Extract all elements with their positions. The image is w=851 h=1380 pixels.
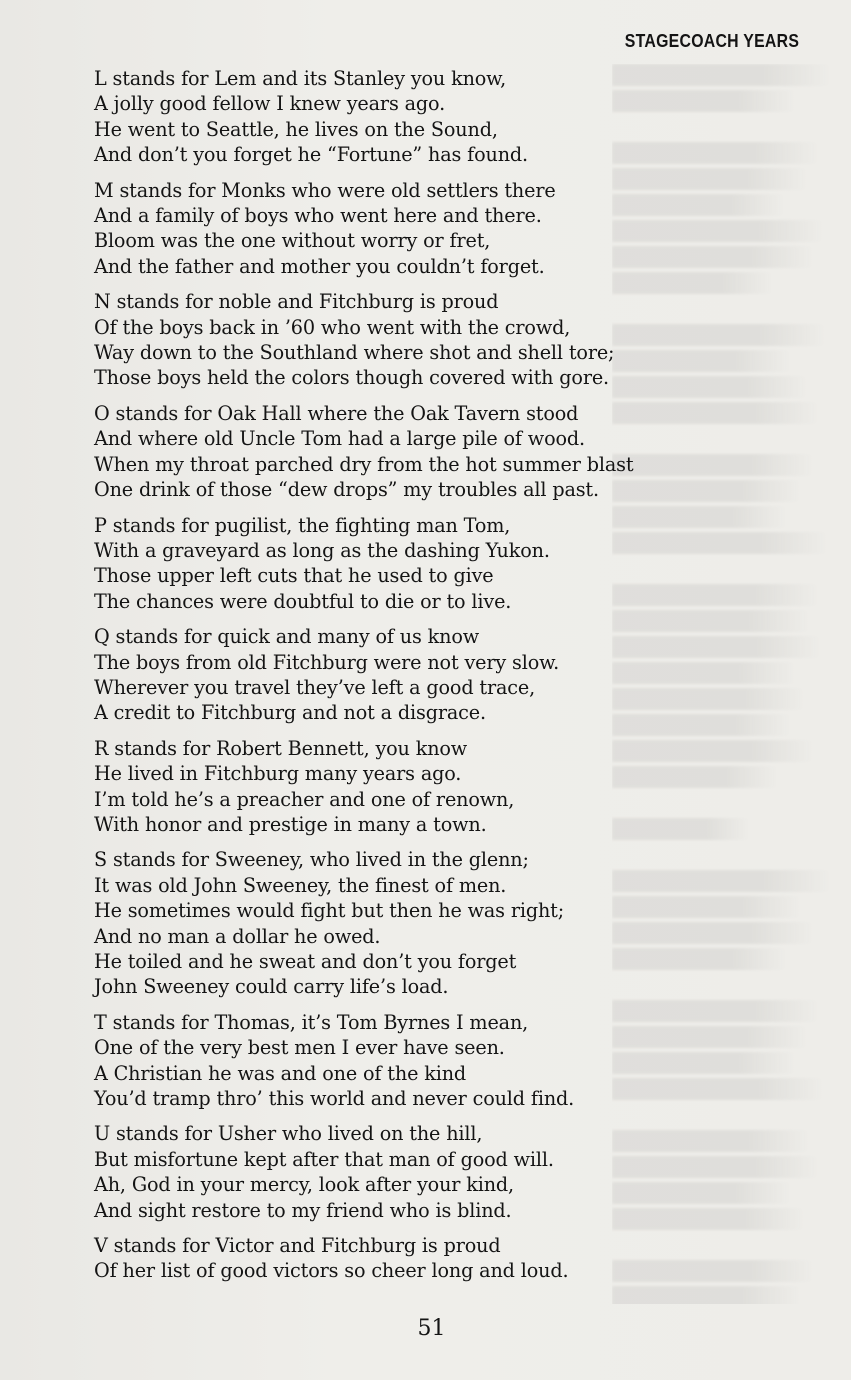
page-number: 51 — [417, 1316, 446, 1341]
poem-line: He toiled and he sweat and don’t you forget — [94, 950, 517, 973]
poem-line: It was old John Sweeney, the finest of men. — [94, 873, 507, 897]
stanza — [94, 1121, 714, 1223]
stanza — [94, 1233, 714, 1284]
poem-line: Bloom was the one without worry or fret, — [94, 229, 491, 253]
poem-line: The chances were doubtful to die or to live. — [94, 589, 512, 613]
poem-line: But misfortune kept after that man of good will. — [94, 1147, 554, 1171]
stanza — [94, 178, 714, 280]
poem-line: John Sweeney could carry life’s load. — [94, 975, 449, 999]
poem-line: Q stands for quick and many of us know — [94, 625, 480, 649]
poem-line: The boys from old Fitchburg were not very slow. — [94, 650, 560, 674]
poem-line: U stands for Usher who lived on the hill, — [94, 1122, 483, 1146]
stanza — [94, 289, 714, 391]
poem-line: Way down to the Southland where shot and shell tore; — [94, 341, 615, 365]
poem-line: P stands for pugilist, the fighting man Tom, — [94, 513, 511, 537]
poem-line: A Christian he was and one of the kind — [94, 1061, 467, 1085]
stanza — [94, 624, 714, 726]
poem-line: He lived in Fitchburg many years ago. — [94, 762, 462, 786]
stanza — [94, 513, 714, 615]
poem-line: And don’t you forget he “Fortune” has found. — [94, 143, 529, 167]
poem-line: He went to Seattle, he lives on the Sound, — [94, 117, 498, 141]
poem-line: O stands for Oak Hall where the Oak Tavern stood — [94, 401, 579, 425]
poem-line: T stands for Thomas, it’s Tom Byrnes I mean, — [94, 1010, 529, 1034]
poem-line: And the father and mother you couldn’t forget. — [94, 254, 545, 278]
poem-line: V stands for Victor and Fitchburg is proud — [94, 1234, 501, 1258]
poem-line: Those upper left cuts that he used to give — [94, 564, 494, 588]
poem-line: R stands for Robert Bennett, you know — [94, 736, 468, 760]
stanza — [94, 401, 714, 503]
poem-line: N stands for noble and Fitchburg is proud — [94, 290, 499, 314]
stanza — [94, 736, 714, 838]
poem-body — [94, 66, 714, 1294]
stanza — [94, 66, 714, 168]
poem-line: Ah, God in your mercy, look after your kind, — [94, 1173, 515, 1197]
poem-line: A credit to Fitchburg and not a disgrace. — [94, 701, 486, 725]
running-header: STAGECOACH YEARS — [624, 31, 799, 51]
poem-line: And a family of boys who went here and there. — [94, 204, 542, 228]
poem-line: L stands for Lem and its Stanley you know, — [94, 67, 507, 90]
poem-line: A jolly good fellow I knew years ago. — [94, 92, 446, 116]
poem-line: One of the very best men I ever have seen. — [94, 1036, 505, 1060]
poem-line: And no man a dollar he owed. — [94, 924, 381, 948]
poem-line: With honor and prestige in many a town. — [94, 812, 487, 836]
poem-line: With a graveyard as long as the dashing Yukon. — [94, 538, 550, 562]
poem-line: When my throat parched dry from the hot summer blast — [94, 452, 634, 476]
poem-line: And sight restore to my friend who is blind. — [94, 1198, 512, 1222]
poem-line: He sometimes would fight but then he was right; — [94, 899, 565, 923]
poem-line: Wherever you travel they’ve left a good trace, — [94, 675, 536, 699]
poem-line: I’m told he’s a preacher and one of renown, — [94, 787, 515, 811]
poem-line: Of the boys back in ’60 who went with the crowd, — [94, 315, 571, 339]
poem-line: M stands for Monks who were old settlers there — [94, 178, 556, 202]
poem-line: You’d tramp thro’ this world and never could find. — [94, 1087, 575, 1111]
stanza — [94, 847, 714, 999]
poem-line: One drink of those “dew drops” my troubles all past. — [94, 478, 599, 502]
poem-line: And where old Uncle Tom had a large pile of wood. — [94, 427, 585, 451]
stanza — [94, 1010, 714, 1112]
poem-line: Those boys held the colors though covered with gore. — [94, 366, 609, 390]
poem-line: Of her list of good victors so cheer long and loud. — [94, 1259, 569, 1283]
poem-line: S stands for Sweeney, who lived in the glenn; — [94, 848, 529, 872]
